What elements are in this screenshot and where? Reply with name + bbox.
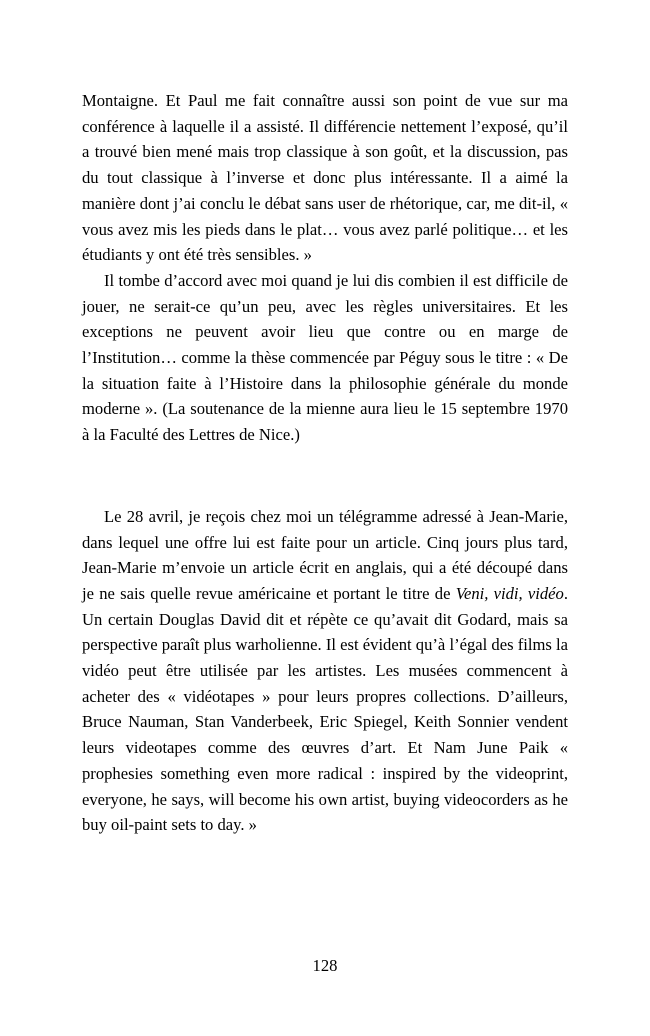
paragraph-3-title-italic: Veni, vidi, vidéo [455,583,564,603]
paragraph-3-suffix: . Un certain Douglas David dit et répète ce qu’avait dit Godard, mais sa perspective paraît plus warholienne. Il est évident qu’à l’égal des films la vidéo peut être utilisée par les artistes. Les musées commencent à acheter des « vidéotapes » pour leurs propres collections. D’ailleurs, Bruce Nauman, Stan Vanderbeek, Eric Spiegel, Keith Sonnier vendent leurs videotapes comme des œuvres d’art. Et Nam June Paik « prophesies something even more radical : inspired by the videoprint, everyone, he says, will become his own artist, buying videocorders as he buy oil-paint sets to day. » [82,583,569,835]
paragraph-3-prefix: Le 28 avril, je reçois chez moi un télégramme adressé à Jean-Marie, dans lequel une offre lui est faite pour un article. Cinq jours plus tard, Jean-Marie m’envoie un article écrit en anglais, qui a été découpé dans je ne sais quelle revue américaine et portant le titre de [82,506,568,603]
paragraph-spacer [82,448,568,504]
body-text-block [82,88,568,838]
paragraph-3 [82,504,568,838]
paragraph-2: Il tombe d’accord avec moi quand je lui dis combien il est difficile de jouer, ne serait-ce qu’un peu, avec les règles universitaires. Et les exceptions ne peuvent avoir lieu que contre ou en marge de l’Institution… comme la thèse commencée par Péguy sous le titre : « De la situation faite à l’Histoire dans la philosophie générale du monde moderne ». (La soutenance de la mienne aura lieu le 15 septembre 1970 à la Faculté des Lettres de Nice.) [82,270,568,445]
paragraph-1: Montaigne. Et Paul me fait connaître aussi son point de vue sur ma conférence à laquelle il a assisté. Il différencie nettement l’exposé, qu’il a trouvé bien mené mais trop classique à son goût, et la discussion, pas du tout classique à l’inverse et donc plus intéressante. Il a aimé la manière dont j’ai conclu le débat sans user de rhétorique, car, me dit-il, « vous avez mis les pieds dans le plat… vous avez parlé politique… et les étudiants y ont été très sensibles. » [82,91,568,265]
page-number: 128 [312,956,338,975]
